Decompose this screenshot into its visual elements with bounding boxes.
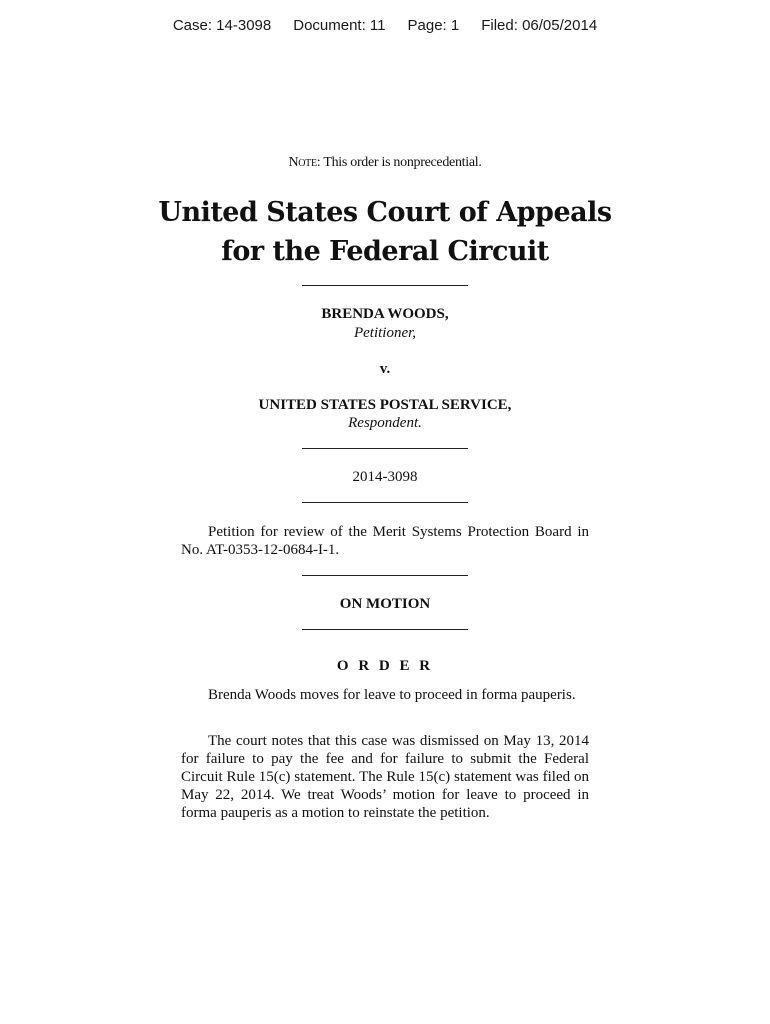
page-number: Page: 1 [407, 17, 460, 34]
petition-description [181, 523, 589, 559]
petitioner-role: Petitioner, [353, 325, 417, 341]
docket-number: 2014-3098 [352, 469, 418, 485]
court-name [0, 193, 770, 271]
order-paragraph [181, 686, 589, 704]
motion-heading: ON MOTION [339, 596, 431, 612]
petitioner-name: BRENDA WOODS, [321, 306, 449, 322]
divider-rule [302, 448, 468, 449]
note-text: This order is nonprecedential. [323, 155, 482, 170]
note-label: Note: [288, 155, 321, 170]
respondent-name: UNITED STATES POSTAL SERVICE, [258, 397, 512, 413]
divider-rule [302, 502, 468, 503]
filed-date: Filed: 06/05/2014 [481, 17, 598, 34]
divider-rule [302, 575, 468, 576]
order-paragraph [181, 732, 589, 822]
respondent-role: Respondent. [348, 415, 422, 431]
divider-rule [302, 629, 468, 630]
document-number: Document: 11 [293, 17, 386, 34]
nonprecedential-note [0, 155, 770, 171]
order-title: O R D E R [336, 658, 434, 674]
filing-header [0, 17, 770, 34]
court-name-line-2: for the Federal Circuit [221, 236, 549, 267]
case-number: Case: 14-3098 [172, 17, 272, 34]
divider-rule [302, 285, 468, 286]
versus: v. [379, 361, 391, 377]
petition-text: Petition for review of the Merit Systems Protection Board in No. AT-0353-12-0684-I-1. [181, 524, 589, 558]
order-paragraph-text: The court notes that this case was dismissed on May 13, 2014 for failure to pay the fee and for failure to submit the Federal Circuit Rule 15(c) statement. The Rule 15(c) statement was filed on May 22, 2014. We treat Woods’ motion for leave to proceed in forma pauperis as a motion to reinstate the petition. [181, 733, 589, 821]
order-paragraph-text: Brenda Woods moves for leave to proceed in forma pauperis. [208, 687, 576, 703]
court-name-line-1: United States Court of Appeals [158, 197, 612, 228]
